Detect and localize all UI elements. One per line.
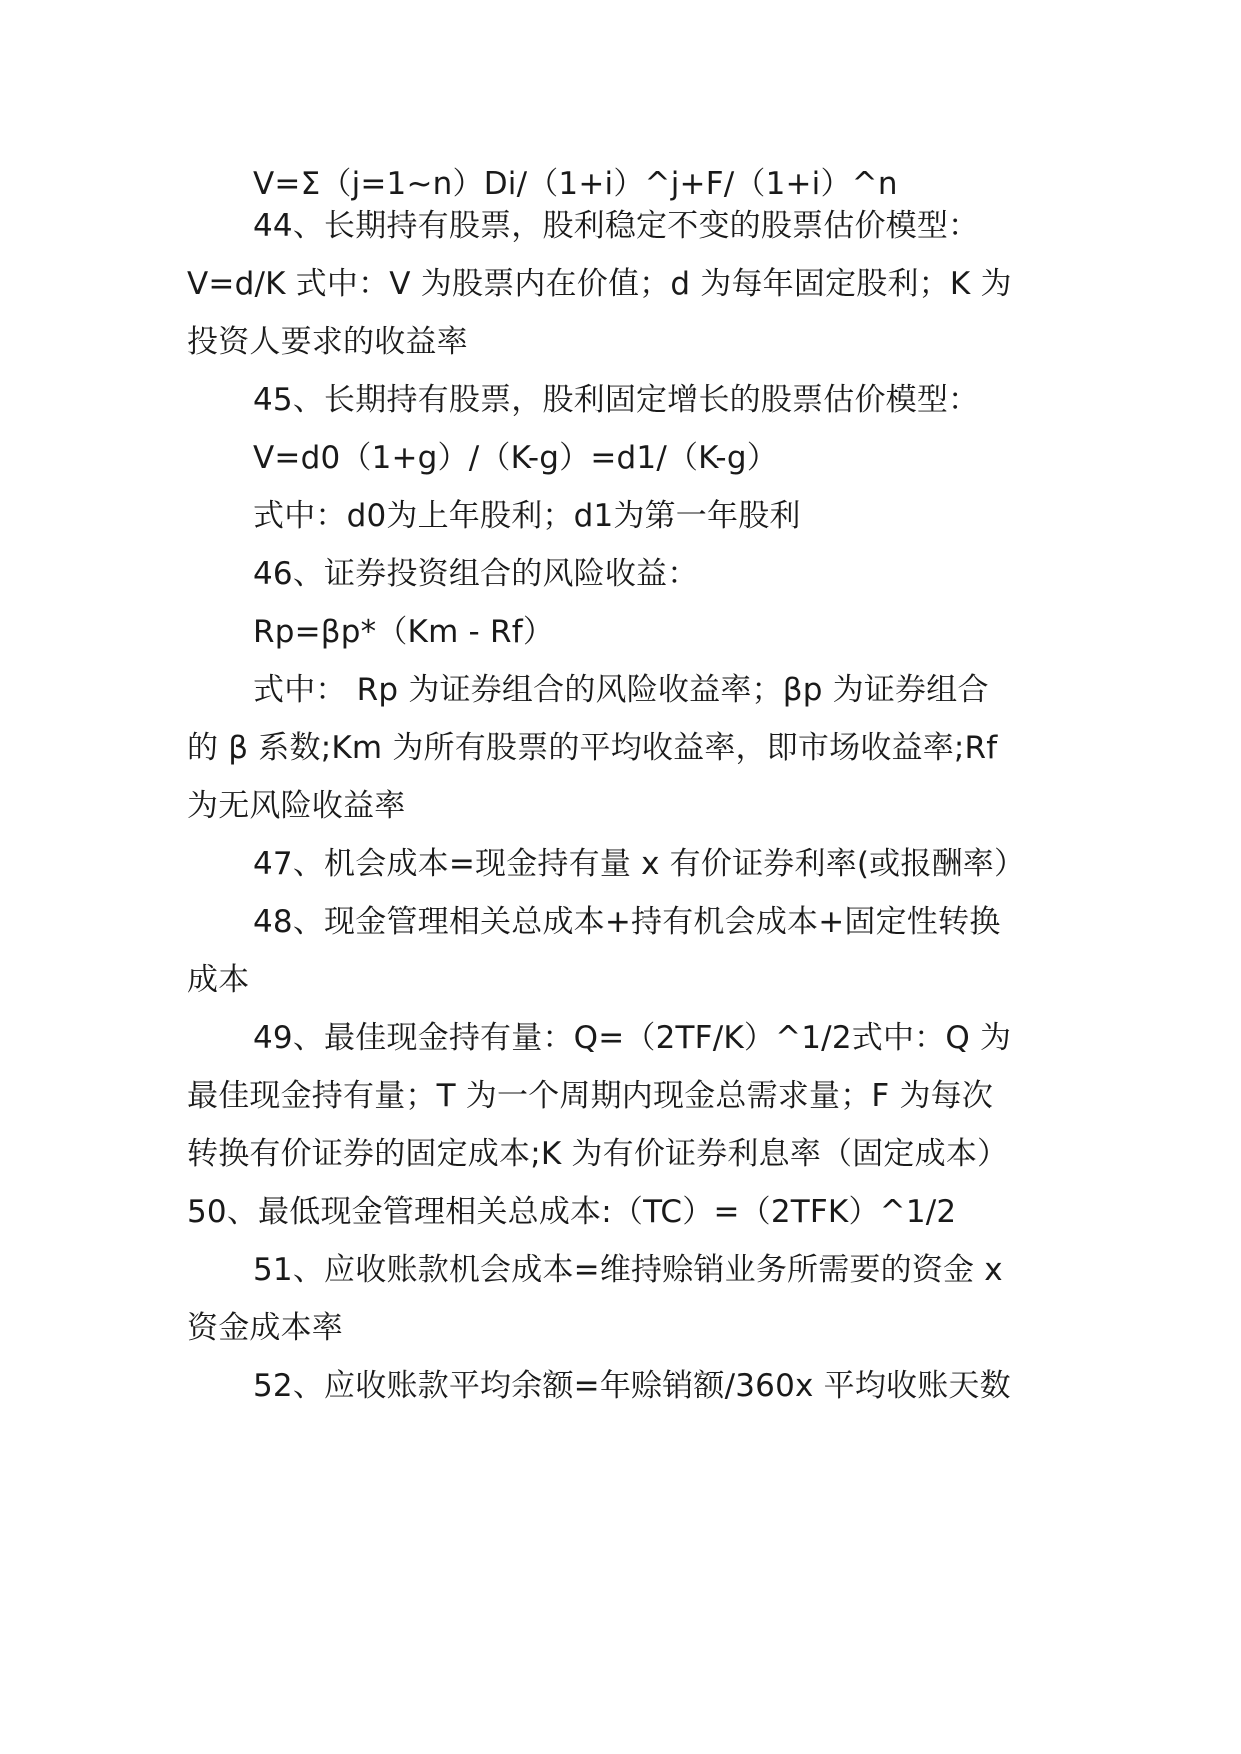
text-line-item-49: 49、最佳现金持有量：Q=（2TF/K）^1/2式中：Q 为	[253, 1020, 1012, 1056]
text-line-item-46-note: 式中： Rp 为证券组合的风险收益率；βp 为证券组合	[253, 672, 989, 708]
text-line-item-46-note-cont: 的 β 系数;Km 为所有股票的平均收益率，即市场收益率;Rf	[187, 730, 998, 766]
text-line-item-46: 46、证券投资组合的风险收益：	[253, 556, 699, 592]
text-line-item-46-formula: Rp=βp*（Km - Rf）	[253, 614, 555, 650]
text-line-item-44: 44、长期持有股票，股利稳定不变的股票估价模型：	[253, 208, 980, 244]
text-line-item-44-formula: V=d/K 式中：V 为股票内在价值；d 为每年固定股利；K 为	[187, 266, 1012, 302]
text-line-item-45: 45、长期持有股票，股利固定增长的股票估价模型：	[253, 382, 980, 418]
text-line-item-50: 50、最低现金管理相关总成本:（TC）=（2TFK）^1/2	[187, 1194, 957, 1230]
text-line-item-49-cont: 最佳现金持有量；T 为一个周期内现金总需求量；F 为每次	[187, 1078, 994, 1114]
text-line-item-52: 52、应收账款平均余额=年赊销额/360x 平均收账天数	[253, 1368, 1011, 1404]
text-line-item-48: 48、现金管理相关总成本+持有机会成本+固定性转换	[253, 904, 1001, 940]
text-line-item-44-cont: 投资人要求的收益率	[187, 324, 468, 360]
text-line-item-46-note-end: 为无风险收益率	[187, 788, 406, 824]
text-line-item-51: 51、应收账款机会成本=维持赊销业务所需要的资金 x	[253, 1252, 1003, 1288]
text-line-item-45-note: 式中：d0为上年股利；d1为第一年股利	[253, 498, 801, 534]
text-line-item-48-cont: 成本	[187, 962, 250, 998]
text-line-item-47: 47、机会成本=现金持有量 x 有价证券利率(或报酬率）	[253, 846, 1026, 882]
text-line-bond-formula: V=Σ（j=1~n）Di/（1+i）^j+F/（1+i）^n	[253, 166, 898, 202]
text-line-item-51-cont: 资金成本率	[187, 1310, 343, 1346]
text-line-item-45-formula: V=d0（1+g）/（K-g）=d1/（K-g）	[253, 440, 778, 476]
text-line-item-49-end: 转换有价证券的固定成本;K 为有价证券利息率（固定成本）	[187, 1136, 1009, 1172]
